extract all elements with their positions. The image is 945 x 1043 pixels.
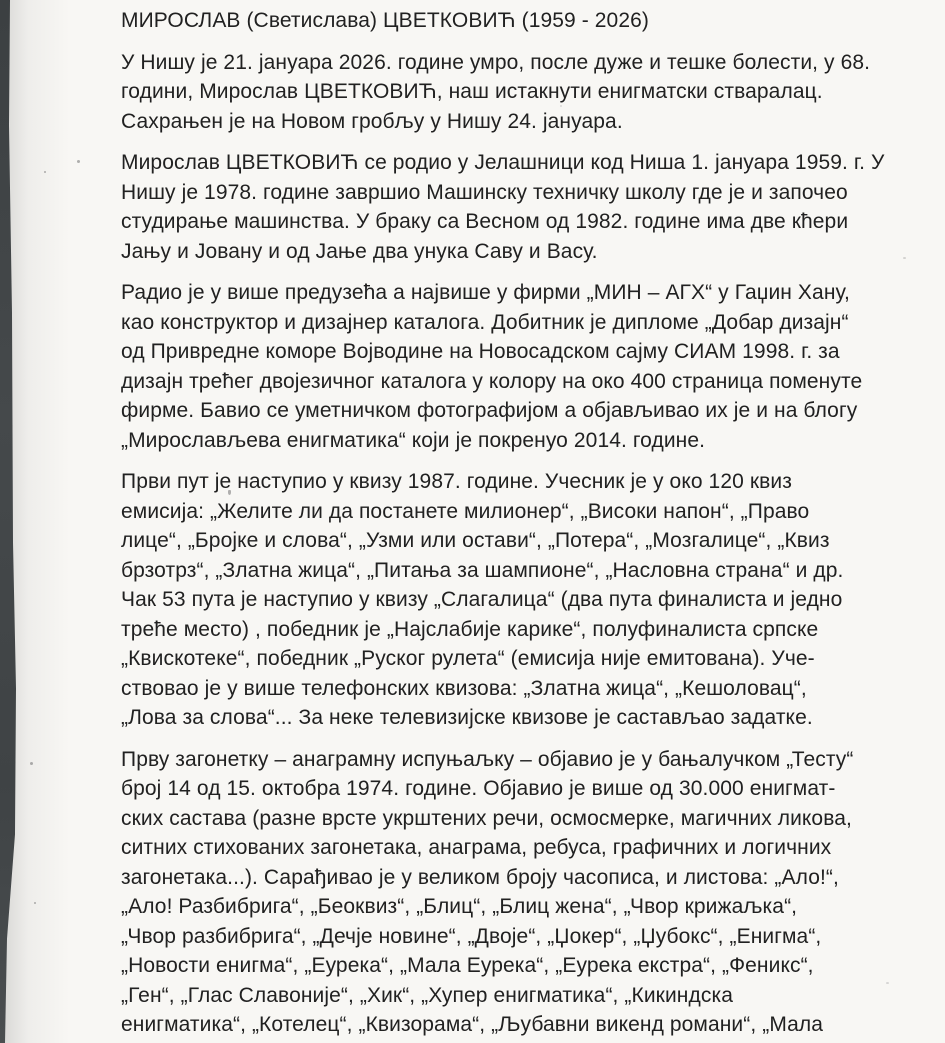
text-line: „Лова за слова“... За неке телевизијске квизове је састављао задатке.	[121, 706, 813, 729]
text-line: Прву загонетку – анаграмну испуњаљку – објавио је у бањалучком „Тесту“	[121, 747, 854, 771]
text-line: У Нишу је 21. јануара 2026. године умро, после дуже и тешке болести, у 68.	[121, 50, 871, 74]
text-line: ситних стихованих загонетака, анаграма, ребуса, графичних и логичних	[121, 836, 832, 859]
document-content	[121, 6, 931, 1040]
text-line: енигматика“, „Котелец“, „Квизорама“, „Љубавни викенд романи“, „Мала	[121, 1013, 824, 1036]
scan-edge-artifact	[0, 0, 22, 1043]
text-line: „Чвор разбибрига“, „Дечје новине“, „Двоје“, „Џокер“, „Џубокс“, „Енигма“,	[121, 924, 822, 948]
scan-noise-speck	[77, 160, 80, 163]
paragraph	[121, 48, 931, 137]
text-line: Чак 53 пута је наступио у квизу „Слагалица“ (два пута финалиста и једно	[121, 588, 843, 611]
paragraph	[121, 467, 931, 733]
text-line: „Мирослављева енигматика“ који је покренуо 2014. године.	[121, 428, 706, 452]
document-body	[121, 48, 931, 1040]
scan-noise-speck	[34, 902, 36, 904]
text-line: као конструктор и дизајнер каталога. Добитник је дипломе „Добар дизајн“	[121, 310, 849, 334]
scan-noise-speck	[44, 171, 46, 173]
text-line: „Новости енигма“, „Еурека“, „Мала Еурека“, „Еурека екстра“, „Феникс“,	[121, 954, 814, 977]
paragraph	[121, 278, 931, 455]
text-line: Први пут је наступио у квизу 1987. године. Учесник је у око 120 квиз	[121, 470, 792, 493]
text-line: студирање машинства. У браку са Весном од 1982. године има две кћери	[121, 210, 849, 233]
paragraph	[121, 148, 931, 266]
text-line: фирме. Бавио се уметничком фотографијом а објављивао их је и на блогу	[121, 399, 858, 422]
document-title: МИРОСЛАВ (Светислава) ЦВЕТКОВИЋ (1959 - 2026)	[121, 9, 649, 32]
text-line: „Квискотеке“, победник „Руског рулета“ (емисија није емитована). Уче-	[121, 647, 815, 670]
text-line: ских састава (разне врсте укрштених речи, осмосмерке, магичних ликова,	[121, 806, 852, 830]
text-line: емисија: „Желите ли да постанете милионер“, „Високи напон“, „Право	[121, 499, 810, 523]
text-line: брзотрз“, „Златна жица“, „Питања за шампионе“, „Насловна страна“ и др.	[121, 558, 844, 582]
text-line: години, Мирослав ЦВЕТКОВИЋ, наш истакнути енигматски стваралац.	[121, 80, 823, 103]
text-line: загонетака...). Сарађивао је у великом броју часописа, и листова: „Ало!“,	[121, 865, 839, 889]
text-line: ствовао је у више телефонских квизова: „Златна жица“, „Кешоловац“,	[121, 676, 807, 700]
text-line: Мирослав ЦВЕТКОВИЋ се родио у Јелашници код Ниша 1. јануара 1959. г. У	[121, 151, 885, 174]
text-line: лице“, „Бројке и слова“, „Узми или остави“, „Потера“, „Мозгалице“, „Квиз	[121, 529, 830, 552]
text-line: Сахрањен је на Новом гробљу у Нишу 24. јануара.	[121, 109, 623, 133]
text-line: број 14 од 15. октобра 1974. године. Објавио је више од 30.000 енигмат-	[121, 777, 836, 800]
text-line: Радио је у више предузећа а највише у фирми „МИН – АГХ“ у Гаџин Хану,	[121, 281, 850, 304]
text-line: Нишу је 1978. године завршио Машинску техничку школу где је и започео	[121, 180, 848, 204]
scan-noise-speck	[30, 762, 33, 765]
text-line: Јању и Јовану и од Јање два унука Саву и Васу.	[121, 239, 598, 263]
paragraph	[121, 745, 931, 1040]
text-line: од Привредне коморе Војводине на Новосадском сајму СИАМ 1998. г. за	[121, 340, 840, 363]
text-line: дизајн трећег двојезичног каталога у колору на око 400 страница поменуте	[121, 369, 863, 393]
text-line: „Ало! Разбибрига“, „Беоквиз“, „Блиц“, „Блиц жена“, „Чвор крижаљка“,	[121, 895, 798, 918]
text-line: треће место) , победник је „Најслабије карике“, полуфиналиста српске	[121, 617, 819, 641]
text-line: „Ген“, „Глас Славоније“, „Хик“, „Хупер енигматика“, „Кикиндска	[121, 983, 733, 1007]
